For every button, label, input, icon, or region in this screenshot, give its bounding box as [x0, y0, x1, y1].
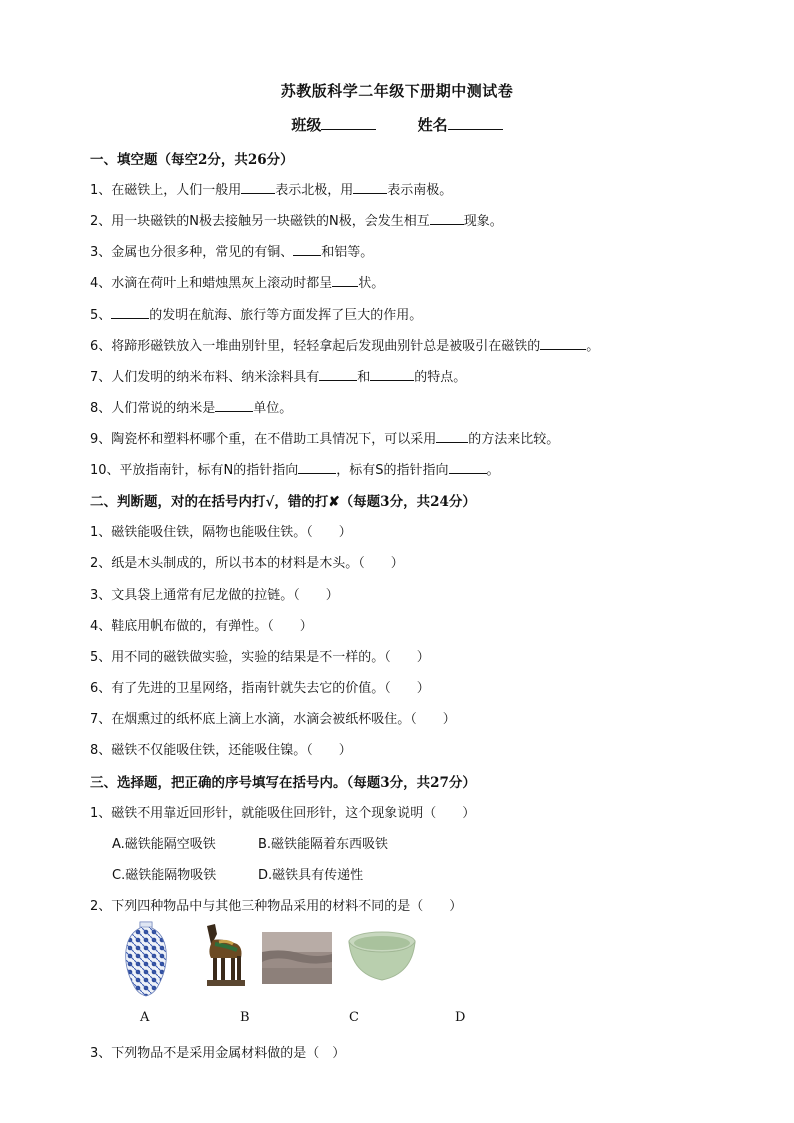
tang-horse-image: [197, 920, 253, 992]
page-title: 苏教版科学二年级下册期中测试卷: [280, 82, 514, 100]
fill-question-6: 6、将蹄形磁铁放入一堆曲别针里，轻轻拿起后发现曲别针总是被吸引在磁铁的 。: [90, 339, 600, 354]
section3-heading: 三、选择题，把正确的序号填写在括号内。（每题3分，共27分）: [90, 775, 476, 791]
fill-question-10: 10、平放指南针，标有N的指针指向 ，标有S的指针指向 。: [90, 463, 500, 478]
student-info-line: [0, 114, 794, 135]
choice-question-3: 3、下列物品不是采用金属材料做的是（ ）: [90, 1046, 346, 1061]
judge-question: 3、文具袋上通常有尼龙做的拉链。（ ）: [90, 588, 339, 603]
answer-blank[interactable]: [298, 472, 336, 474]
judge-question: 7、在烟熏过的纸杯底上滴上水滴，水滴会被纸杯吸住。（ ）: [90, 712, 456, 727]
image-label-c: C: [349, 1010, 359, 1025]
section1-heading: 一、填空题（每空2分，共26分）: [90, 152, 294, 168]
answer-blank[interactable]: [332, 285, 358, 287]
answer-blank[interactable]: [540, 348, 586, 350]
fill-question-3: 3、金属也分很多种，常见的有铜、 和铝等。: [90, 245, 374, 260]
option-b[interactable]: B.磁铁能隔着东西吸铁: [258, 837, 389, 852]
answer-blank[interactable]: [319, 379, 357, 381]
answer-blank[interactable]: [241, 192, 275, 194]
answer-blank[interactable]: [111, 317, 149, 319]
image-label-b: B: [240, 1010, 250, 1025]
fill-question-7: 7、人们发明的纳米布料、纳米涂料具有 和 的特点。: [90, 370, 467, 385]
choice-question-2: 2、下列四种物品中与其他三种物品采用的材料不同的是（ ）: [90, 899, 463, 914]
answer-blank[interactable]: [215, 410, 253, 412]
fill-question-5: 5、 的发明在航海、旅行等方面发挥了巨大的作用。: [90, 308, 423, 323]
fill-question-1: 1、在磁铁上，人们一般用 表示北极，用 表示南极。: [90, 183, 453, 198]
judge-question: 5、用不同的磁铁做实验，实验的结果是不一样的。（ ）: [90, 650, 430, 665]
name-label: 姓名: [417, 116, 448, 134]
fill-question-8: 8、人们常说的纳米是 单位。: [90, 401, 293, 416]
fill-question-4: 4、水滴在荷叶上和蜡烛黑灰上滚动时都呈 状。: [90, 276, 385, 291]
porcelain-vase-image: [118, 920, 174, 998]
option-a[interactable]: A.磁铁能隔空吸铁: [112, 837, 216, 852]
class-field[interactable]: [291, 114, 376, 135]
fill-question-2: 2、用一块磁铁的N极去接触另一块磁铁的N极，会发生相互 现象。: [90, 214, 503, 229]
judge-question: 4、鞋底用帆布做的，有弹性。（ ）: [90, 619, 313, 634]
class-label: 班级: [291, 116, 322, 134]
image-label-a: A: [140, 1010, 150, 1025]
fill-question-9: 9、陶瓷杯和塑料杯哪个重，在不借助工具情况下，可以采用 的方法来比较。: [90, 432, 560, 447]
name-field[interactable]: [418, 114, 503, 135]
judge-question: 2、纸是木头制成的，所以书本的材料是木头。（ ）: [90, 556, 404, 571]
judge-question: 8、磁铁不仅能吸住铁，还能吸住镍。（ ）: [90, 743, 352, 758]
answer-blank[interactable]: [353, 192, 387, 194]
answer-blank[interactable]: [449, 472, 487, 474]
image-label-d: D: [455, 1010, 466, 1025]
option-c[interactable]: C.磁铁能隔物吸铁: [112, 868, 217, 883]
judge-question: 6、有了先进的卫星网络，指南针就失去它的价值。（ ）: [90, 681, 430, 696]
judge-question: 1、磁铁能吸住铁，隔物也能吸住铁。（ ）: [90, 525, 352, 540]
answer-blank[interactable]: [430, 223, 464, 225]
section2-heading: 二、判断题，对的在括号内打√，错的打✘（每题3分，共24分）: [90, 494, 476, 510]
answer-blank[interactable]: [293, 254, 321, 256]
choice-question-1: 1、磁铁不用靠近回形针，就能吸住回形针，这个现象说明（ ）: [90, 806, 476, 821]
answer-blank[interactable]: [436, 441, 468, 443]
stone-slab-image: [262, 932, 332, 984]
answer-blank[interactable]: [370, 379, 414, 381]
celadon-bowl-image: [346, 930, 418, 986]
option-d[interactable]: D.磁铁具有传递性: [258, 868, 364, 883]
